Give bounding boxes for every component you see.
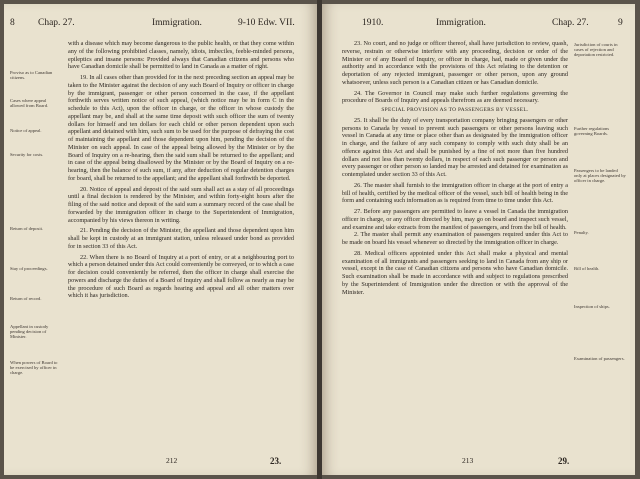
section-27-2: 2. The master shall permit any examination of passengers required under this Act to be made on board his vessel whenever so directed by the immigration officer in charge. xyxy=(342,231,568,246)
margin-note: Stay of proceedings. xyxy=(10,266,48,271)
section-21: 21. Pending the decision of the Minister, the appellant and those dependent upon him shall be kept in custody at an immigrant station, unless released under bond as provided for in section 33 of this Act. xyxy=(68,227,294,250)
margin-note: Jurisdiction of courts in cases of rejection and deportation restricted. xyxy=(574,42,618,58)
right-footer-number: 213 xyxy=(462,456,474,465)
margin-note: Examination of passengers. xyxy=(574,356,625,361)
margin-note: Proviso as to Canadian citizens. xyxy=(10,70,53,81)
left-chapter: Chap. 27. xyxy=(38,18,75,28)
margin-note: Passengers to be landed only at places designated by officer in charge. xyxy=(574,168,626,184)
section-heading: SPECIAL PROVISION AS TO PASSENGERS BY VESSEL. xyxy=(381,107,529,113)
section-23: 23. No court, and no judge or officer thereof, shall have jurisdiction to review, quash, reverse, restrain or otherwise interfere with any proceeding, decision or order of the Minister or of any Board of Inquiry, or officer in charge, had, made or given under the authority and in accordance with the provisions of this Act relating to the detention or deportation of any rejected immigrant, passenger or other person, upon any ground whatsoever, unless such person is a Canadian citizen or has Canadian domicile. xyxy=(342,40,568,86)
left-year: 9-10 Edw. VII. xyxy=(238,18,295,28)
section-28: 28. Medical officers appointed under this Act shall make a physical and mental examination of all immigrants and passengers seeking to land in Canada from any ship or vessel, except in the case of Canadian citizens and persons who have Canadian domicile. Such examination shall be made in accordance with and subject to regulations prescribed by the Superintendent of Immigration under the direction or with the approval of the Minister. xyxy=(342,249,568,296)
margin-note: When powers of Board to be exercised by officer in charge. xyxy=(10,360,58,376)
left-page xyxy=(4,4,317,475)
margin-note: Return of deposit. xyxy=(10,226,44,231)
right-signature-mark: 29. xyxy=(558,456,570,466)
left-body xyxy=(68,40,294,300)
section-27: 27. Before any passengers are permitted to leave a vessel in Canada the immigration officer in charge, or any officer directed by him, may go on board and inspect such vessel, and examine and take extracts from the manifest of passengers, and from the bill of health. xyxy=(342,208,568,231)
margin-note: Notice of appeal. xyxy=(10,128,42,133)
right-body xyxy=(342,40,568,296)
margin-note: Bill of health. xyxy=(574,266,600,271)
margin-note: Return of record. xyxy=(10,296,42,301)
left-running-title: Immigration. xyxy=(152,18,202,28)
margin-note: Cases where appeal allowed from Board. xyxy=(10,98,49,109)
right-chapter: Chap. 27. xyxy=(552,18,589,28)
right-year: 1910. xyxy=(362,18,384,28)
section-26: 26. The master shall furnish to the immigration officer in charge at the port of entry a bill of health, certified by the medical officer of the vessel, such bill of health being in the form and containing such information as is required from time to time under this Act. xyxy=(342,181,568,205)
section-19: 19. In all cases other than provided for in the next preceding section an appeal may be taken to the Minister against the decision of any such Board of Inquiry or officer in charge by the immigrant, passenger or other person concerned in the case, if the appellant forthwith serves written notice of such appeal, (which notice may be in form C in the schedule to this Act), upon the officer in charge, or the officer in whose custody the appellant may be, and shall at the same time deposit with such officer the sum of twenty dollars for himself and ten dollars for each child or other person dependent upon such appellant and detained with him, such sum to be used for the purpose of defraying the cost of maintaining the appellant and those dependent upon him, pending the decision of the Minister on such appeal. In case of the appeal being allowed by the Minister or by the Board of Inquiry on a re-hearing, then the said sum shall be returned to the appellant; and in case of the appeal being disallowed by the Minister or by the Board of Inquiry on a re-hearing, then the balance of such sum, if any, after deduction of regular detention charges for board, shall be returned to the appellant; and the appellant shall forthwith be deported. xyxy=(68,74,294,182)
section-20: 20. Notice of appeal and deposit of the said sum shall act as a stay of all proceedings until a final decision is rendered by the Minister, and within forty-eight hours after the filing of the said notice and deposit of the said sum a summary record of the case shall be forwarded by the immigration officer in charge to the Superintendent of Immigration, accompanied by his views thereon in writing. xyxy=(68,185,294,224)
section-22: 22. When there is no Board of Inquiry at a port of entry, or at a neighbouring port to which a person detained under this Act could conveniently be conveyed, or to which a case for decision could conveniently be referred, then the officer in charge shall exercise the powers and discharge the duties of a Board of Inquiry and shall follow as nearly as may be the procedure of such Board as regards hearing and appeal and all other matters over which it has jurisdiction. xyxy=(68,253,294,300)
right-page-number: 9 xyxy=(618,18,623,28)
left-footer-number: 212 xyxy=(166,456,178,465)
left-page-number: 8 xyxy=(10,18,15,28)
right-page xyxy=(322,4,635,475)
right-running-title: Immigration. xyxy=(436,18,486,28)
margin-note: Further regulations governing Boards. xyxy=(574,126,610,137)
margin-note: Penalty. xyxy=(574,230,589,235)
section-24: 24. The Governor in Council may make such further regulations governing the procedure of Boards of Inquiry and appeals therefrom as are deemed necessary. xyxy=(342,89,568,105)
paragraph: with a disease which may become dangerous to the public health, or that they come within any of the following prohibited classes, namely, idiots, imbeciles, feeble-minded persons, epileptics and insane persons: Provided always that Canadian citizens and persons who have Canadian domicile shall be permitted to land in Canada as a matter of right. xyxy=(68,40,294,71)
margin-note: Appellant in custody pending decision of Minister. xyxy=(10,324,49,340)
left-signature-mark: 23. xyxy=(270,456,282,466)
margin-note: Security for costs. xyxy=(10,152,44,157)
section-25: 25. It shall be the duty of every transportation company bringing passengers or other persons to Canada by vessel to prevent such passengers or other persons leaving such vessel in Canada at any time or place other than as designated by the immigration officer in charge, and the failure of any such company to comply with such duty shall be an offence against this Act and shall be punished by a fine of not more than five hundred dollars and not less than twenty dollars, in respect of each such passenger or person and every passenger or other person so landed may be arrested and detained for examination as contemplated under section 33 of this Act. xyxy=(342,116,568,178)
margin-note: Inspection of ships. xyxy=(574,304,610,309)
